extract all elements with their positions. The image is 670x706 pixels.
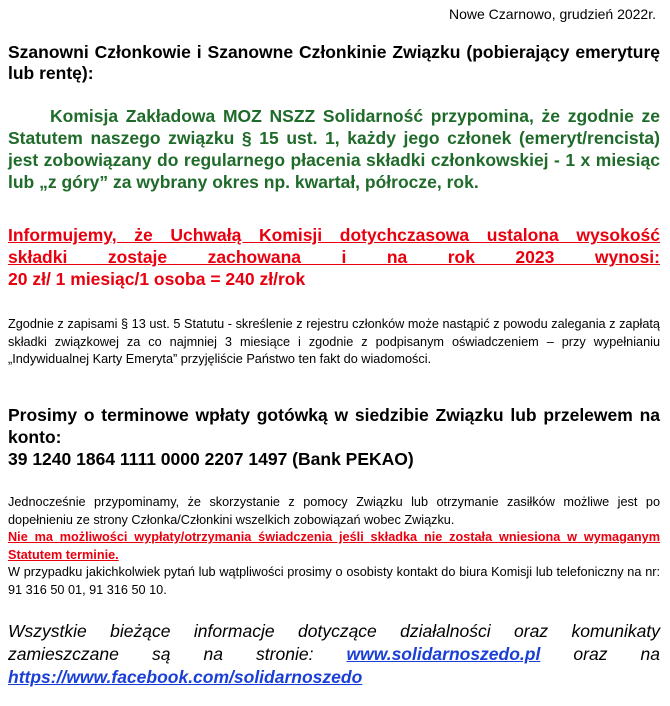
- payment-request: Prosimy o terminowe wpłaty gotówką w siedzibie Związku lub przelewem na konto:: [8, 405, 660, 447]
- fee-notice: [8, 224, 660, 290]
- bank-account: 39 1240 1864 1111 0000 2207 1497 (Bank PEKAO): [8, 449, 414, 469]
- greeting: Szanowni Członkowie i Szanowne Członkinie Związku (pobierający emeryturę lub rentę):: [8, 42, 660, 83]
- fee-notice-line-2: składki zostaje zachowana i na rok 2023 wynosi:: [8, 247, 660, 267]
- benefits-text: Jednocześnie przypominamy, że skorzystanie z pomocy Związku lub otrzymanie zasiłków możliwe jest po dopełnieniu ze strony Członka/Członkini wszelkich zobowiązań wobec Związku.: [8, 495, 660, 527]
- dues-reminder: Komisja Zakładowa MOZ NSZZ Solidarność przypomina, że zgodnie ze Statutem naszego związku § 15 ust. 1, każdy jego członek (emeryt/rencista) jest zobowiązany do regularnego płacenia składki członkowskiej - 1 x miesiąc lub „z góry” za wybrany okres np. kwartał, półrocze, rok.: [8, 106, 660, 192]
- payment-section: [8, 404, 660, 470]
- footer-text: Wszystkie bieżące informacje dotyczące działalności oraz komunikaty zamieszczane są na stronie:: [8, 621, 660, 664]
- benefits-section: [8, 494, 660, 599]
- benefits-warning: Nie ma możliwości wypłaty/otrzymania świadczenia jeśli składka nie została wniesiona w wymaganym Statutem terminie.: [8, 530, 660, 562]
- contact-info: W przypadku jakichkolwiek pytań lub wątpliwości prosimy o osobisty kontakt do biura Komisji lub telefoniczny na nr: 91 316 50 01, 91 316 50 10.: [8, 565, 660, 597]
- website-link[interactable]: www.solidarnoszedo.pl: [346, 644, 541, 664]
- statute-note: Zgodnie z zapisami § 13 ust. 5 Statutu - skreślenie z rejestru członków może nastąpić z powodu zalegania z zapłatą składki związkowej za co najmniej 3 miesiące i zgodnie z podpisanym oświadczeniem – przy wypełnianiu „Indywidualnej Karty Emeryta” przyjęliście Państwo ten fakt do wiadomości.: [8, 317, 660, 366]
- facebook-link[interactable]: https://www.facebook.com/solidarnoszedo: [8, 667, 363, 687]
- fee-notice-line-1: Informujemy, że Uchwałą Komisji dotychczasowa ustalona wysokość: [8, 225, 660, 245]
- fee-amount: 20 zł/ 1 miesiąc/1 osoba = 240 zł/rok: [8, 269, 306, 289]
- footer-info: [8, 620, 660, 689]
- footer-text-between: oraz na: [540, 644, 660, 664]
- date-line: Nowe Czarnowo, grudzień 2022r.: [448, 6, 656, 22]
